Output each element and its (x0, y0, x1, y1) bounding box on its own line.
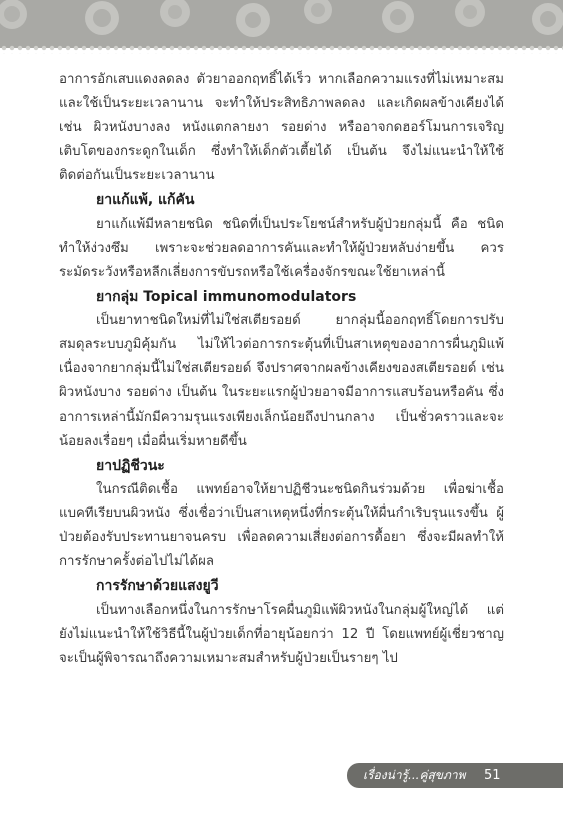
heading-antihistamine: ยาแก้แพ้, แก้คัน (96, 192, 195, 209)
footer-bar (347, 763, 563, 788)
heading-uv-therapy: การรักษาด้วยแสงยูวี (96, 578, 219, 595)
page-number: 51 (484, 768, 501, 783)
paragraph-intro: อาการอักเสบแดงลดลง ตัวยาออกฤทธิ์ได้เร็ว หากเลือกความแรงที่ไม่เหมาะสม และใช้เป็นระยะเวลานาน จะทำให้ประสิทธิภาพลดลง และเกิดผลข้างเคียงได้ เช่น ผิวหนังบางลง หนังแตกลายงา รอยด่าง หรืออาจกดฮอร์โมนการเจริญเติบโตของกระดูกในเด็ก ซึ่งทำให้เด็กตัวเตี้ยได้ เป็นต้น จึงไม่แนะนำให้ใช้ติดต่อกันเป็นระยะเวลานาน (59, 72, 504, 184)
paragraph-antihistamine: ยาแก้แพ้มีหลายชนิด ชนิดที่เป็นประโยชน์สำหรับผู้ป่วยกลุ่มนี้ คือ ชนิดทำให้ง่วงซึม เพราะจะช่วยลดอาการคันและทำให้ผู้ป่วยหลับง่ายขึ้น ควรระมัดระวังหรือหลีกเลี่ยงการขับรถหรือใช้เครื่องจักรขณะใช้ยาเหล่านี้ (59, 216, 504, 280)
paragraph-antibiotics: ในกรณีติดเชื้อ แพทย์อาจให้ยาปฏิชีวนะชนิดกินร่วมด้วย เพื่อฆ่าเชื้อแบคทีเรียบนผิวหนัง ซึ่งเชื่อว่าเป็นสาเหตุหนึ่งที่กระตุ้นให้ผื่นกำเริบรุนแรงขึ้น ผู้ป่วยต้องรับประทานยาจนครบ เพื่อลดความเสี่ยงต่อการดื้อยา ซึ่งจะมีผลทำให้การรักษาครั้งต่อไปไม่ได้ผล (59, 481, 504, 570)
paragraph-immunomodulators: เป็นยาทาชนิดใหม่ที่ไม่ใช่สเตียรอยด์ ยากลุ่มนี้ออกฤทธิ์โดยการปรับสมดุลระบบภูมิคุ้มกัน ไม่ให้ไวต่อการกระตุ้นที่เป็นสาเหตุของอาการผื่นภูมิแพ้ เนื่องจากยากลุ่มนี้ไม่ใช่สเตียรอยด์ จึงปราศจากผลข้างเคียงของสเตียรอยด์ เช่น ผิวหนังบาง รอยด่าง เป็นต้น ในระยะแรกผู้ป่วยอาจมีอาการแสบร้อนหรือคัน ซึ่งอาการเหล่านี้มักมีความรุนแรงเพียงเล็กน้อยถึงปานกลาง เป็นชั่วคราวและจะน้อยลงเรื่อยๆ เมื่อผื่นเริ่มหายดีขึ้น (59, 313, 504, 449)
circle-pattern (0, 0, 563, 48)
heading-immunomodulators: ยากลุ่ม Topical immunomodulators (96, 288, 357, 305)
dotted-border (0, 44, 563, 54)
decorative-header-band (0, 0, 563, 48)
footer-title: เรื่องน่ารู้...คู่สุขภาพ (363, 768, 466, 782)
heading-antibiotics: ยาปฏิชีวนะ (96, 457, 165, 474)
page-body (59, 68, 504, 671)
paragraph-uv-therapy: เป็นทางเลือกหนึ่งในการรักษาโรคผื่นภูมิแพ้ผิวหนังในกลุ่มผู้ใหญ่ได้ แต่ยังไม่แนะนำให้ใช้วิธีนี้ในผู้ป่วยเด็กที่อายุน้อยกว่า 12 ปี โดยแพทย์ผู้เชี่ยวชาญจะเป็นผู้พิจารณาถึงความเหมาะสมสำหรับผู้ป่วยเป็นรายๆ ไป (59, 602, 504, 666)
